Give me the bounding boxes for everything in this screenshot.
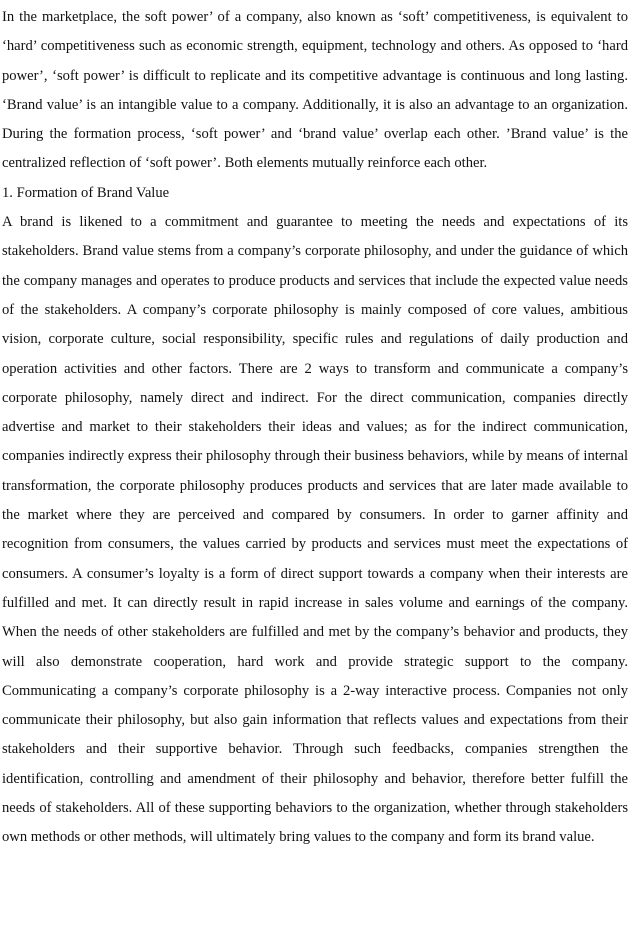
- section-heading: 1. Formation of Brand Value: [2, 184, 170, 201]
- body-paragraph: A brand is likened to a commitment and guarantee to meeting the needs and expectations of its stakeholders. Brand value stems from a company’s corporate philosophy, and under the guidance of which the company manages and operates to produce products and services that include the expected value needs of the stakeholders. A company’s corporate philosophy is mainly composed of core values, ambitious vision, corporate culture, social responsibility, specific rules and regulations of daily production and operation activities and other factors. There are 2 ways to transform and communicate a company’s corporate philosophy, namely direct and indirect. For the direct communication, companies directly advertise and market to their stakeholders their ideas and values; as for the indirect communication, companies indirectly express their philosophy through their business behaviors, while by means of internal transformation, the corporate philosophy produces products and services that are later made available to the market where they are perceived and compared by consumers. In order to garner affinity and recognition from consumers, the values carried by products and services must meet the expectations of consumers. A consumer’s loyalty is a form of direct support towards a company when their interests are fulfilled and met. It can directly result in rapid increase in sales volume and earnings of the company. When the needs of other stakeholders are fulfilled and met by the company’s behavior and products, they will also demonstrate cooperation, hard work and provide strategic support to the company. Communicating a company’s corporate philosophy is a 2-way interactive process. Companies not only communicate their philosophy, but also gain information that reflects values and expectations from their stakeholders and their supportive behavior. Through such feedbacks, companies strengthen the identification, controlling and amendment of their philosophy and behavior, therefore better fulfill the needs of stakeholders. All of these supporting behaviors to the organization, whether through stakeholders own methods or other methods, will ultimately bring values to the company and form its brand value.: [2, 214, 628, 846]
- intro-paragraph: In the marketplace, the soft power’ of a company, also known as ‘soft’ competitiveness, is equivalent to ‘hard’ competitiveness such as economic strength, equipment, technology and others. As opposed to ‘hard power’, ‘soft power’ is difficult to replicate and its competitive advantage is continuous and long lasting. ‘Brand value’ is an intangible value to a company. Additionally, it is also an advantage to an organization. During the formation process, ‘soft power’ and ‘brand value’ overlap each other. ’Brand value’ is the centralized reflection of ‘soft power’. Both elements mutually reinforce each other.: [2, 9, 628, 172]
